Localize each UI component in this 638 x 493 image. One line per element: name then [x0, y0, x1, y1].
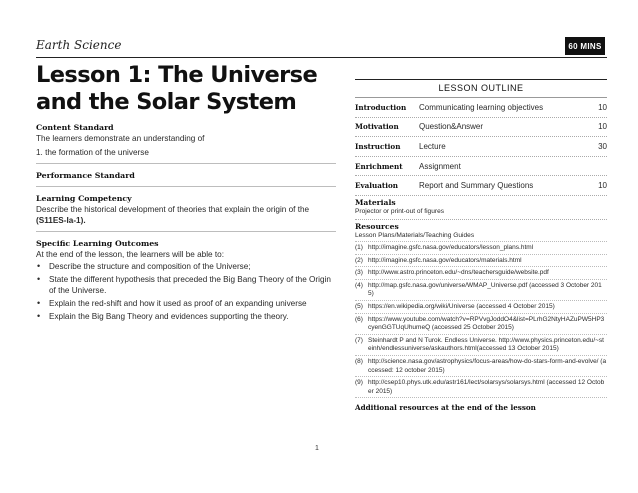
page-number: 1: [315, 445, 319, 452]
outcomes-list: [36, 261, 336, 322]
resource-number: (5): [355, 302, 363, 310]
resource-item: [355, 301, 607, 314]
resource-number: (4): [355, 281, 363, 289]
performance-standard-heading: Performance Standard: [36, 171, 135, 180]
resource-link[interactable]: http://science.nasa.gov/astrophysics/focus-areas/how-do-stars-form-and-evolve/ (accessed: 12 october 2015): [368, 357, 607, 374]
outline-row: [355, 176, 607, 196]
resource-item: [355, 335, 607, 356]
lesson-outline-title: LESSON OUTLINE: [355, 79, 607, 98]
outline-row-activity: Communicating learning objectives: [419, 102, 544, 112]
outline-row-activity: Question&Answer: [419, 122, 484, 132]
resource-link[interactable]: Steinhardt P and N Turok. Endless Universe. http://www.physics.princeton.edu/~steinh/endlessuniverse/askauthors.html(accessed 13 October 2015): [368, 336, 604, 353]
resource-link[interactable]: http://csep10.phys.utk.edu/astr161/lect/solarsys/solarsys.html (accessed 12 October 2015): [368, 379, 605, 395]
resource-link[interactable]: https://www.youtube.com/watch?v=RPVvgJoddO4&list=PLrhG2NtyHAZuPW5HP3cyenGGTUqUhumeQ (accessed 25 October 2015): [368, 315, 605, 332]
resource-number: (9): [355, 379, 363, 387]
outline-row-minutes: 30: [598, 141, 607, 151]
section-divider: [355, 219, 607, 220]
resource-item: [355, 280, 607, 301]
learning-competency-text: Describe the historical development of theories that explain the origin of the: [36, 205, 310, 214]
resource-item: [355, 255, 607, 268]
resource-link[interactable]: http://map.gsfc.nasa.gov/universe/WMAP_Universe.pdf (accessed 3 October 2015): [368, 281, 602, 298]
lesson-title-line-2: and the Solar System: [36, 89, 297, 115]
outline-row-minutes: 10: [598, 122, 607, 132]
outcome-item: • State the different hypothesis that preceded the Big Bang Theory of the Origin of the Universe.: [36, 274, 336, 296]
outline-row: [355, 137, 607, 157]
resource-link[interactable]: https://en.wikipedia.org/wiki/Universe (accessed 4 October 2015): [368, 302, 555, 310]
outline-row: [355, 157, 607, 177]
outline-row-activity: Lecture: [419, 141, 446, 151]
outcome-item: • Explain the red-shift and how it used as proof of an expanding universe: [36, 298, 336, 309]
specific-outcomes-heading: Specific Learning Outcomes: [36, 239, 159, 248]
resource-number: (7): [355, 336, 363, 344]
outline-row-activity: Report and Summary Questions: [419, 181, 534, 191]
learning-competency-code: (S11ES-Ia-1).: [36, 216, 86, 225]
outline-row-minutes: 10: [598, 102, 607, 112]
content-standard-heading: Content Standard: [36, 123, 114, 132]
outline-row-label: Enrichment: [355, 161, 403, 171]
resource-number: (6): [355, 315, 363, 323]
resource-link[interactable]: http://imagine.gsfc.nasa.gov/educators/materials.html: [368, 256, 522, 264]
resources-heading: Resources: [355, 221, 399, 231]
outline-row-label: Evaluation: [355, 181, 398, 191]
content-standard-item: 1. the formation of the universe: [36, 148, 149, 157]
resource-number: (2): [355, 256, 363, 264]
section-divider: [36, 163, 336, 164]
resource-link[interactable]: http://imagine.gsfc.nasa.gov/educators/lesson_plans.html: [368, 243, 534, 251]
header-divider: [36, 57, 607, 58]
outcome-item: • Describe the structure and composition of the Universe;: [36, 261, 336, 272]
resource-item: [355, 314, 607, 335]
outline-row-label: Introduction: [355, 102, 407, 112]
lesson-outline-table: [355, 98, 607, 196]
specific-outcomes-intro: At the end of the lesson, the learners will be able to:: [36, 250, 224, 259]
content-standard-text: The learners demonstrate an understanding of: [36, 134, 205, 143]
resource-item: [355, 267, 607, 280]
resource-item: [355, 356, 607, 377]
section-divider: [36, 231, 336, 232]
additional-resources-note: Additional resources at the end of the lesson: [355, 403, 536, 413]
outline-row: [355, 98, 607, 118]
duration-badge: 60 MINS: [565, 37, 605, 55]
left-column: [36, 122, 336, 324]
subject-label: Earth Science: [36, 38, 122, 52]
outcome-item: • Explain the Big Bang Theory and evidences supporting the theory.: [36, 311, 336, 322]
resources-intro: Lesson Plans/Materials/Teaching Guides: [355, 231, 607, 242]
outline-row-label: Motivation: [355, 122, 399, 132]
right-column: [355, 79, 607, 412]
lesson-title-line-1: Lesson 1: The Universe: [36, 62, 318, 88]
materials-text: Projector or print-out of figures: [355, 207, 445, 215]
outline-row-minutes: 10: [598, 181, 607, 191]
resource-item: [355, 377, 607, 398]
materials-heading: Materials: [355, 197, 396, 207]
resource-link[interactable]: http://www.astro.princeton.edu/~dns/teachersguide/website.pdf: [368, 269, 549, 277]
resource-number: (3): [355, 269, 363, 277]
resource-number: (8): [355, 357, 363, 365]
outline-row: [355, 118, 607, 138]
learning-competency-heading: Learning Competency: [36, 194, 132, 203]
section-divider: [36, 186, 336, 187]
resource-item: [355, 242, 607, 255]
outline-row-label: Instruction: [355, 141, 401, 151]
lesson-title: [36, 62, 336, 116]
resources-list: [355, 242, 607, 398]
resource-number: (1): [355, 243, 363, 251]
outline-row-activity: Assignment: [419, 161, 461, 171]
